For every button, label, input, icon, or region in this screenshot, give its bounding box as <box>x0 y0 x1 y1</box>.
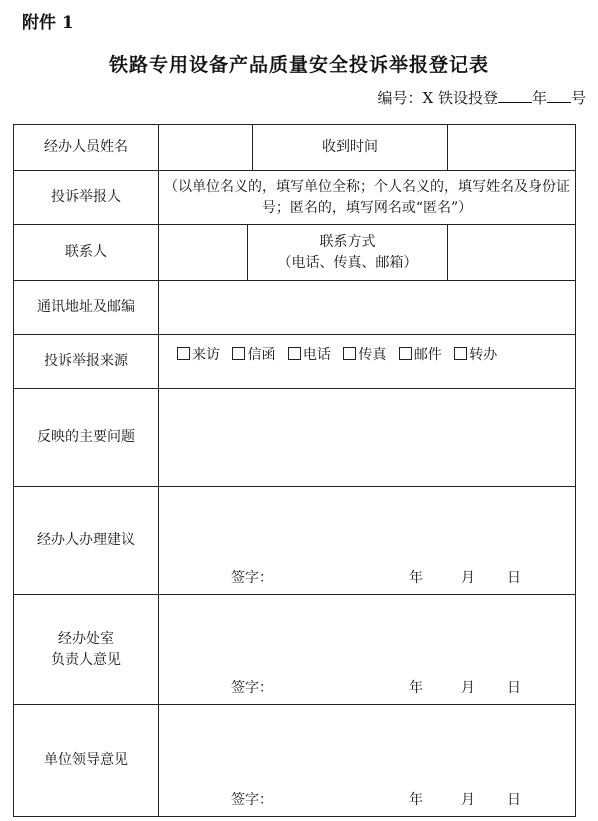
signature-line <box>159 678 575 698</box>
sign-label: 签字： <box>231 792 273 808</box>
office-opinion-line2: 负责人意见 <box>51 651 121 668</box>
sign-year: 年 <box>409 792 423 808</box>
contact-method-field[interactable] <box>448 225 576 281</box>
issue-field[interactable] <box>159 389 576 487</box>
handler-suggestion-label: 经办人办理建议 <box>14 487 159 595</box>
complainant-note[interactable]: （以单位名义的，填写单位全称；个人名义的，填写姓名及身份证号；匿名的，填写网名或“匿名”） <box>159 171 576 225</box>
office-opinion-line1: 经办处室 <box>58 630 114 647</box>
sign-day: 日 <box>507 570 521 586</box>
source-option[interactable]: 来访 <box>177 347 220 363</box>
checkbox-icon[interactable] <box>232 347 245 360</box>
sign-year: 年 <box>409 680 423 696</box>
issue-label: 反映的主要问题 <box>14 389 159 487</box>
address-label: 通讯地址及邮编 <box>14 281 159 335</box>
contact-method-label <box>248 225 448 281</box>
sign-month: 月 <box>461 680 475 696</box>
serial-number-label: 号 <box>570 89 586 107</box>
row-complainant <box>14 171 576 225</box>
serial-number <box>378 87 586 108</box>
row-handler <box>14 125 576 171</box>
source-options <box>159 335 576 389</box>
source-label: 投诉举报来源 <box>14 335 159 389</box>
sign-month: 月 <box>461 570 475 586</box>
received-time-label: 收到时间 <box>253 125 448 171</box>
handler-suggestion-field[interactable] <box>159 487 576 595</box>
source-option[interactable]: 传真 <box>343 347 386 363</box>
sign-month: 月 <box>461 792 475 808</box>
source-option[interactable]: 邮件 <box>399 347 442 363</box>
contact-method-hint: （电话、传真、邮箱） <box>277 254 418 271</box>
sign-day: 日 <box>507 792 521 808</box>
sign-day: 日 <box>507 680 521 696</box>
leader-opinion-label: 单位领导意见 <box>14 705 159 817</box>
row-address <box>14 281 576 335</box>
sign-label: 签字： <box>231 680 273 696</box>
row-handler-suggestion <box>14 487 576 595</box>
handler-name-field[interactable] <box>159 125 253 171</box>
sign-year: 年 <box>409 570 423 586</box>
serial-prefix: 编号：X 铁设投登 <box>377 89 498 107</box>
checkbox-icon[interactable] <box>288 347 301 360</box>
checkbox-icon[interactable] <box>454 347 467 360</box>
source-option[interactable]: 转办 <box>454 347 497 363</box>
contact-person-label: 联系人 <box>14 225 159 281</box>
serial-year-blank[interactable] <box>498 88 532 103</box>
office-opinion-field[interactable] <box>159 595 576 705</box>
attachment-label: 附件 1 <box>22 13 74 33</box>
signature-line <box>159 790 575 810</box>
checkbox-icon[interactable] <box>177 347 190 360</box>
serial-number-blank[interactable] <box>547 88 571 103</box>
row-leader-opinion <box>14 705 576 817</box>
sign-label: 签字： <box>231 570 273 586</box>
serial-year-label: 年 <box>531 89 547 107</box>
checkbox-icon[interactable] <box>399 347 412 360</box>
leader-opinion-field[interactable] <box>159 705 576 817</box>
signature-line <box>159 568 575 588</box>
registration-table <box>13 124 576 817</box>
office-opinion-label <box>14 595 159 705</box>
address-field[interactable] <box>159 281 576 335</box>
row-contact <box>14 225 576 281</box>
received-time-field[interactable] <box>448 125 576 171</box>
contact-person-field[interactable] <box>159 225 248 281</box>
handler-name-label: 经办人员姓名 <box>14 125 159 171</box>
source-option[interactable]: 信函 <box>232 347 275 363</box>
form-title: 铁路专用设备产品质量安全投诉举报登记表 <box>108 54 489 76</box>
checkbox-icon[interactable] <box>343 347 356 360</box>
row-source <box>14 335 576 389</box>
row-office-opinion <box>14 595 576 705</box>
complainant-label: 投诉举报人 <box>14 171 159 225</box>
row-issue <box>14 389 576 487</box>
contact-method-title: 联系方式 <box>319 233 376 250</box>
source-option[interactable]: 电话 <box>288 347 331 363</box>
